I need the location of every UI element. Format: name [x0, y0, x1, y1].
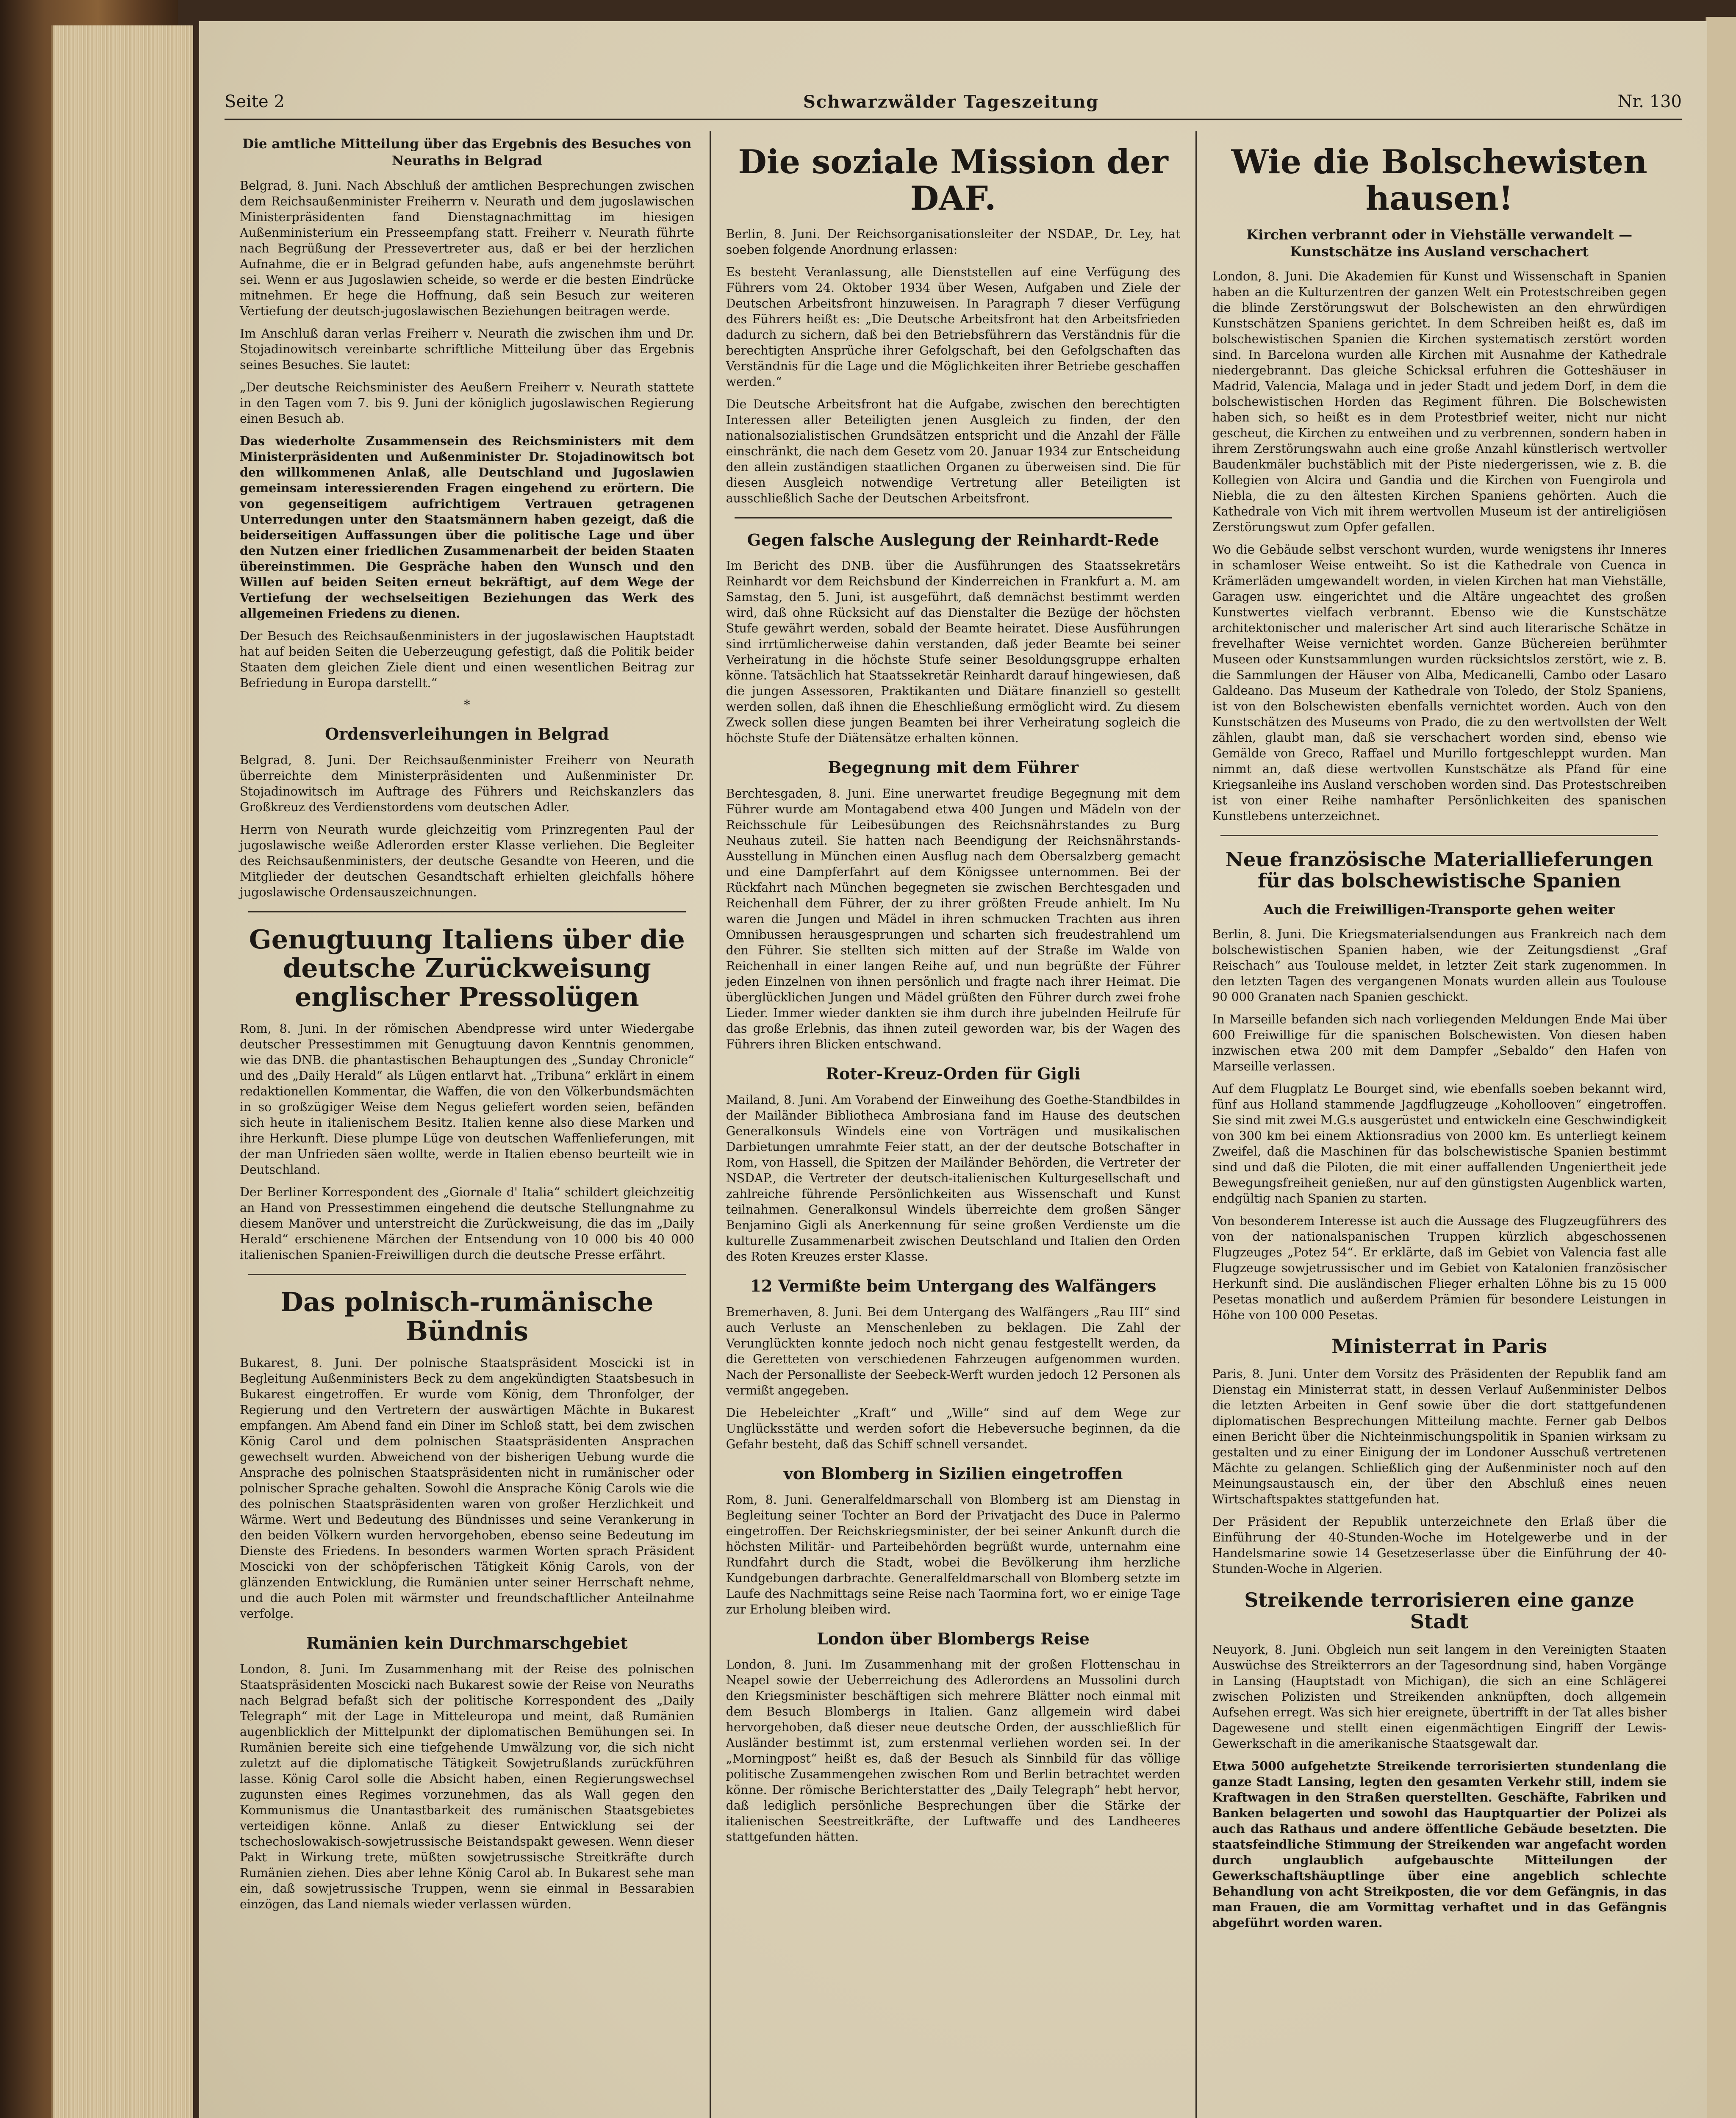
newspaper-title: Schwarzwälder Tageszeitung	[803, 91, 1099, 112]
headline-gigli: Roter-Kreuz-Orden für Gigli	[826, 1064, 1081, 1084]
issue-number: Nr. 130	[1617, 92, 1682, 111]
paragraph: Auf dem Flugplatz Le Bourget sind, wie ebenfalls soeben bekannt wird, fünf aus Holland stammende Jagdflugzeuge „Kohollooven“ eingetroffen. Sie sind mit zwei M.G.s ausgerüstet und entwickeln eine Geschwindigkeit von 300 km bei einem Aktionsradius von 2000 km. Es unterliegt keinem Zweifel, daß die Maschinen für das bolschewistische Spanien bestimmt sind und daß die Piloten, die mit einer auffallenden Ungeniertheit jede Bewegungsfreiheit genießen, nur auf den günstigsten Augenblick warten, endgültig nach Spanien zu starten.	[1212, 1081, 1667, 1206]
paragraph: Berlin, 8. Juni. Die Kriegsmaterialsendungen aus Frankreich nach dem bolschewistischen Spanien haben, wie der Zeitungsdienst „Graf Reischach“ aus Toulouse meldet, in letzter Zeit stark zugenommen. In den letzten Tagen des vergangenen Monats wurden allein aus Toulouse 90 000 Granaten nach Spanien geschickt.	[1212, 927, 1667, 1004]
paragraph: London, 8. Juni. Im Zusammenhang mit der großen Flottenschau in Neapel sowie der Ueberreichung des Adlerordens an Mussolini durch den Kriegsminister beschäftigen sich mehrere Blätter noch einmal mit dem Besuch Blombergs in Italien. Ganz allgemein wird dabei hervorgehoben, daß dieser neue deutsche Orden, der ausschließlich für Ausländer bestimmt ist, zum erstenmal verliehen worden sei. In der „Morningpost“ heißt es, daß der Besuch als Sinnbild für das völlige politische Zusammengehen zwischen Rom und Berlin betrachtet werden könne. Der römische Berichterstatter des „Daily Telegraph“ hebt hervor, daß lediglich persönliche Besprechungen über die Stärke der italienischen Seestreitkräfte, der Luftwaffe und des Landheeres stattgefunden hätten.	[726, 1658, 1181, 1844]
headline-soziale-mission: Die soziale Mission der DAF.	[738, 143, 1168, 218]
column-1	[225, 131, 711, 2118]
paragraph: Etwa 5000 aufgehetzte Streikende terrorisierten stundenlang die ganze Stadt Lansing, legten den gesamten Verkehr still, indem sie Kraftwagen in den Straßen querstellten. Geschäfte, Fabriken und Banken belagerten und sowohl das Hauptquartier der Polizei als auch das Rathaus und andere öffentliche Gebäude besetzten. Die staatsfeindliche Stimmung der Streikenden war angefacht worden durch unglaublich aufgebauschte Mitteilungen der Gewerkschaftshäuptlinge über eine angeblich schlechte Behandlung von acht Streikposten, die vor dem Gefängnis, in das man Frauen, die am Vormittag verhaftet und in das Gefängnis abgeführt worden waren.	[1212, 1758, 1667, 1930]
divider	[248, 1274, 686, 1275]
separator-star: *	[463, 698, 470, 712]
headline-genugtuung-italiens: Genugtuung Italiens über die deutsche Zurückweisung englischer Pressolügen	[249, 923, 685, 1013]
paragraph: Der Präsident der Republik unterzeichnete den Erlaß über die Einführung der 40-Stunden-Woche im Hotelgewerbe und in der Handelsmarine sowie 14 Gesetzeserlasse über die Einführung der 40-Stunden-Woche in Algerien.	[1212, 1515, 1667, 1576]
headline-ordensverleihungen: Ordensverleihungen in Belgrad	[325, 724, 609, 743]
subheadline-freiwillige: Auch die Freiwilligen-Transporte gehen weiter	[1263, 901, 1615, 918]
paragraph: Mailand, 8. Juni. Am Vorabend der Einweihung des Goethe-Standbildes in der Mailänder Bibliotheca Ambrosiana fand im Hause des deutschen Generalkonsuls Windels eine von Vorträgen und musikalischen Darbietungen umrahmte Feier statt, an der der deutsche Botschafter in Rom, von Hassell, die Spitzen der Mailänder Behörden, die Vertreter der NSDAP., die Vertreter der deutsch-italienischen Kulturgesellschaft und zahlreiche führende Persönlichkeiten aus Wissenschaft und Kunst teilnahmen. Generalkonsul Windels überreichte dem großen Sänger Benjamino Gigli als Anerkennung für seine großen Verdienste um die kulturelle Zusammenarbeit zwischen Deutschland und Italien den Orden des Roten Kreuzes erster Klasse.	[726, 1092, 1181, 1264]
paragraph: Der Besuch des Reichsaußenministers in der jugoslawischen Hauptstadt hat auf beiden Seiten die Ueberzeugung gefestigt, daß die Politik beider Staaten dem gleichen Ziele dient und einen wesentlichen Beitrag zur Befriedung in Europa darstellt.“	[240, 629, 694, 690]
newspaper-page	[199, 21, 1707, 2118]
paragraph: Die Deutsche Arbeitsfront hat die Aufgabe, zwischen den berechtigten Interessen aller Beteiligten jenen Ausgleich zu finden, der den nationalsozialistischen Grundsätzen entspricht und die Anzahl der Fälle einschränkt, die nach dem Gesetz vom 20. Januar 1934 zur Entscheidung den allein zuständigen staatlichen Organen zu überweisen sind. Die für diesen Ausgleich notwendige Vertretung aller Beteiligten ist ausschließlich Sache der Deutschen Arbeitsfront.	[726, 397, 1181, 505]
headline-neurath-belgrad: Die amtliche Mitteilung über das Ergebnis des Besuches von Neuraths in Belgrad	[242, 136, 692, 169]
paragraph: Im Bericht des DNB. über die Ausführungen des Staatssekretärs Reinhardt vor dem Reichsbund der Kinderreichen in Frankfurt a. M. am Samstag, den 5. Juni, ist ausgeführt, daß demnächst bestimmt werden wird, daß ohne Rücksicht auf das Dienstalter die Bezüge der höchsten Stufe gewährt werden, sobald der Beamte heiratet. Diese Ausführungen sind irrtümlicherweise dahin verstanden, daß jeder Beamte bei seiner Verheiratung in die höchste Stufe seiner Besoldungsgruppe erhalten könne. Tatsächlich hat Staatssekretär Reinhardt darauf hingewiesen, daß die jungen Assessoren, Praktikanten und Diätare finanziell so gestellt werden sollen, daß ihnen die Eheschließung ermöglicht wird. Zu diesem Zweck sollen diese jungen Beamten bei ihrer Verheiratung sogleich die höchste Stufe der Diätensätze erhalten können.	[726, 559, 1181, 746]
paragraph: Von besonderem Interesse ist auch die Aussage des Flugzeugführers des von der nationalspanischen Truppen kürzlich abgeschossenen Flugzeuges „Potez 54“. Er erklärte, daß im Gebiet von Valencia fast alle Flugzeuge sowjetrussischer und im Gebiet von Katalonien französischer Herkunft sind. Die ausländischen Flieger erhalten Löhne bis zu 15 000 Pesetas monatlich und außerdem Prämien für besondere Leistungen in Höhe von 100 000 Pesetas.	[1212, 1214, 1667, 1322]
headline-reinhardt-rede: Gegen falsche Auslegung der Reinhardt-Rede	[747, 530, 1159, 549]
headline-ministerrat: Ministerrat in Paris	[1331, 1334, 1547, 1358]
paragraph: Rom, 8. Juni. In der römischen Abendpresse wird unter Wiedergabe deutscher Pressestimmen mit Genugtuung davon Kenntnis genommen, wie das DNB. die phantastischen Behauptungen des „Sunday Chronicle“ und des „Daily Herald“ als Lügen entlarvt hat. „Tribuna“ erklärt in einem redaktionellen Kommentar, die Waffen, die von den Völkerbundsmächten in so großzügiger Weise dem Negus geliefert worden seien, befänden sich heute in italienischem Besitz. Italien kenne also diese Marken und ihre Herkunft. Diese plumpe Lüge von deutschen Waffenlieferungen, mit der man Unfrieden säen wollte, werde in Italien ebenso beurteilt wie in Deutschland.	[240, 1022, 694, 1177]
paragraph: Das wiederholte Zusammensein des Reichsministers mit dem Ministerpräsidenten und Außenminister Dr. Stojadinowitsch bot den willkommenen Anlaß, alle Deutschland und Jugoslawien gemeinsam interessierenden Fragen eingehend zu erörtern. Die von gegenseitigem aufrichtigem Vertrauen getragenen Unterredungen unter den Staatsmännern haben gezeigt, daß die beiderseitigen Auffassungen über die politische Lage und über den Nutzen einer friedlichen Zusammenarbeit der beiden Staaten übereinstimmen. Die Gespräche haben den Wunsch und den Willen auf beiden Seiten erneut bekräftigt, auf dem Wege der Vertiefung der wechselseitigen Beziehungen das Werk des allgemeinen Friedens zu dienen.	[240, 434, 694, 621]
article-columns	[225, 131, 1682, 2118]
paragraph: In Marseille befanden sich nach vorliegenden Meldungen Ende Mai über 600 Freiwillige für die spanischen Bolschewisten. Von diesen haben inzwischen etwa 200 mit dem Dampfer „Sebaldo“ den Hafen von Marseille verlassen.	[1212, 1012, 1667, 1073]
paragraph: Bukarest, 8. Juni. Der polnische Staatspräsident Moscicki ist in Begleitung Außenministers Beck zu dem angekündigten Staatsbesuch in Bukarest eingetroffen. Er wurde vom König, dem Thronfolger, der Regierung und den Vertretern der auswärtigen Mächte in Bukarest empfangen. Am Abend fand ein Diner im Schloß statt, bei dem zwischen König Carol und dem polnischen Staatspräsidenten Ansprachen gewechselt wurden. Abweichend von der bisherigen Uebung wurde die Ansprache des polnischen Staatspräsidenten nicht in rumänischer oder polnischer Sprache gehalten. Sowohl die Ansprache König Carols wie die des polnischen Staatspräsidenten waren von großer Herzlichkeit und Wärme. Wert und Bedeutung des Bündnisses und seine Verankerung in den beiden Völkern wurden hervorgehoben, ebenso seine Bedeutung im Dienste des Friedens. In besonders warmen Worten sprach Präsident Moscicki von der schöpferischen Tätigkeit König Carols, von der glänzenden Entwicklung, die Rumänien unter seiner Herrschaft nehme, und die auch Polen mit wärmster und freundschaftlicher Anteilnahme verfolge.	[240, 1356, 694, 1621]
headline-bolschewisten-hausen: Wie die Bolschewisten hausen!	[1231, 143, 1647, 218]
masthead	[225, 85, 1682, 120]
headline-streikende: Streikende terrorisieren eine ganze Stadt	[1244, 1588, 1635, 1633]
page-stack-edges	[51, 25, 193, 2118]
column-2	[711, 131, 1197, 2118]
headline-rumaenien-durchmarsch: Rumänien kein Durchmarschgebiet	[306, 1633, 628, 1652]
paragraph: Es besteht Veranlassung, alle Dienststellen auf eine Verfügung des Führers vom 24. Oktober 1934 über Wesen, Aufgaben und Ziele der Deutschen Arbeitsfront hinzuweisen. In Paragraph 7 dieser Verfügung des Führers heißt es: „Die Deutsche Arbeitsfront hat den Arbeitsfrieden dadurch zu sichern, daß bei den Betriebsführern das Verständnis für die berechtigten Ansprüche ihrer Gefolgschaft, bei den Gefolgschaften das Verständnis für die Lage und die Möglichkeiten ihrer Betriebe geschaffen werden.“	[726, 265, 1181, 389]
divider	[1220, 835, 1658, 836]
paragraph: Belgrad, 8. Juni. Nach Abschluß der amtlichen Besprechungen zwischen dem Reichsaußenminister Freiherrn v. Neurath und dem jugoslawischen Ministerpräsidenten fand Dienstagnachmittag im hiesigen Außenministerium ein Presseempfang statt. Freiherr v. Neurath führte nach Begrüßung der Pressevertreter aus, daß er bei der herzlichen Aufnahme, die er in Belgrad gefunden habe, aufs angenehmste berührt sei. Wenn er aus Jugoslawien scheide, so werde er die besten Eindrücke mitnehmen. Er hege die Hoffnung, daß sein Besuch zur weiteren Vertiefung der deutsch-jugoslawischen Beziehungen beitragen werde.	[240, 179, 694, 318]
column-3	[1197, 131, 1682, 2118]
paragraph: Wo die Gebäude selbst verschont wurden, wurde wenigstens ihr Inneres in schamloser Weise entweiht. So ist die Kathedrale von Cuenca in Krämerläden umgewandelt worden, in vielen Kirchen hat man Viehställe, Garagen usw. eingerichtet und die Altäre ungeachtet des großen Kunstwertes vielfach verbrannt. Ebenso wie die Kunstschätze architektonischer und malerischer Art sind auch literarische Schätze in frevelhafter Weise vernichtet worden. Ganze Büchereien berühmter Museen oder Kunstsammlungen wurden rücksichtslos zerstört, wie z. B. die Sammlungen der Häuser von Alba, Medicanelli, Cambo oder Lasaro Galdeano. Das Museum der Kathedrale von Toledo, der Stolz Spaniens, ist von den Bolschewisten ebenfalls vernichtet worden. Auch von den Kunstschätzen des Museums von Prado, die zu den wertvollsten der Welt zählen, glaubt man, daß sie verschachert worden sind, ebenso wie Gemälde von Greco, Raffael und Murillo fortgeschleppt wurden. Man nimmt an, daß diese wertvollen Kunstschätze als Pfand für eine Kriegsanleihe ins Ausland verschoben worden sind. Das Protestschreiben ist von einer Reihe namhafter Persönlichkeiten des spanischen Kunstlebens unterzeichnet.	[1212, 542, 1667, 823]
paragraph: Bremerhaven, 8. Juni. Bei dem Untergang des Walfängers „Rau III“ sind auch Verluste an Menschenleben zu beklagen. Die Zahl der Verunglückten konnte jedoch noch nicht genau festgestellt werden, da die Geretteten von verschiedenen Fahrzeugen aufgenommen wurden. Nach der Personalliste der Seebeck-Werft wurden jedoch 12 Personen als vermißt angegeben.	[726, 1305, 1181, 1397]
page-label: Seite 2	[225, 92, 285, 111]
paragraph: Rom, 8. Juni. Generalfeldmarschall von Blomberg ist am Dienstag in Begleitung seiner Tochter an Bord der Privatjacht des Duce in Palermo eingetroffen. Der Reichskriegsminister, der bei seiner Ankunft durch die höchsten Militär- und Parteibehörden begrüßt wurde, unternahm eine Rundfahrt durch die Stadt, wobei die Bevölkerung ihm herzliche Kundgebungen darbrachte. Generalfeldmarschall von Blomberg setzte im Laufe des Nachmittags seine Reise nach Taormina fort, wo er einige Tage zur Erholung bleiben wird.	[726, 1492, 1181, 1616]
divider	[735, 517, 1172, 518]
paragraph: Berlin, 8. Juni. Der Reichsorganisationsleiter der NSDAP., Dr. Ley, hat soeben folgende Anordnung erlassen:	[726, 227, 1181, 257]
divider	[248, 911, 686, 912]
paragraph: Paris, 8. Juni. Unter dem Vorsitz des Präsidenten der Republik fand am Dienstag ein Ministerrat statt, in dessen Verlauf Außenminister Delbos die letzten Arbeiten in Genf sowie über die dort stattgefundenen diplomatischen Besprechungen Mitteilung machte. Ferner gab Delbos einen Bericht über die Nichteinmischungspolitik in Spanien wirksam zu gestalten und zu einer Einigung der im Londoner Ausschuß vertretenen Mächte zu gelangen. Schließlich ging der Außenminister noch auf den Meinungsaustausch ein, der über den Abschluß eines neuen Wirtschaftspaktes stattgefunden hat.	[1212, 1367, 1667, 1507]
paragraph: Berchtesgaden, 8. Juni. Eine unerwartet freudige Begegnung mit dem Führer wurde am Montagabend etwa 400 Jungen und Mädeln von der Reichsschule für Leibesübungen des Reichsnährstandes zu Burg Neuhaus zuteil. Sie hatten nach Beendigung der Reichsnährstands-Ausstellung in München einen Ausflug nach dem Obersalzberg gemacht und eine Dampferfahrt auf dem Königssee unternommen. Bei der Rückfahrt nach München begegneten sie zwischen Berchtesgaden und Reichenhall dem Führer, der zu ihrer größten Freude anhielt. Im Nu waren die Jungen und Mädel in ihren schmucken Trachten aus ihren Omnibussen herausgesprungen und scharten sich freudestrahlend um den Führer. Sie stellten sich mitten auf der Straße im Walde von Reichenhall in einer langen Reihe auf, und nun begrüßte der Führer jeden Einzelnen von ihnen persönlich und fragte nach ihrer Heimat. Die überglücklichen Jungen und Mädel grüßten den Führer durch zwei frohe Lieder. Immer wieder dankten sie ihm durch ihre jubelnden Heilrufe für das große Erlebnis, das ihnen zuteil geworden war, bis der Wagen des Führers ihren Blicken entschwand.	[726, 787, 1181, 1052]
paragraph: London, 8. Juni. Im Zusammenhang mit der Reise des polnischen Staatspräsidenten Moscicki nach Bukarest sowie der Reise von Neuraths nach Belgrad befaßt sich der politische Korrespondent des „Daily Telegraph“ mit der Lage in Mitteleuropa und meint, daß Rumänien augenblicklich der Mittelpunkt der diplomatischen Bemühungen sei. In Rumänien bereite sich eine tiefgehende Umwälzung vor, die sich nicht zuletzt auf die diplomatische Tätigkeit Sowjetrußlands zurückführen lasse. König Carol solle die Absicht haben, einen Regierungswechsel zugunsten eines Regimes vorzunehmen, das als Wall gegen den Kommunismus die Unantastbarkeit des rumänischen Staatsgebietes verteidigen könne. Anlaß zu dieser Entwicklung sei der tschechoslowakisch-sowjetrussische Beistandspakt gewesen. Wenn dieser Pakt in Wirkung trete, müßten sowjetrussische Streitkräfte durch Rumänien ziehen. Dies aber lehne König Carol ab. In Bukarest sehe man ein, daß sowjetrussische Truppen, wenn sie einmal in Bessarabien einzögen, das Land niemals wieder verlassen würden.	[240, 1662, 694, 1911]
paragraph: Der Berliner Korrespondent des „Giornale d' Italia“ schildert gleichzeitig an Hand von Pressestimmen eingehend die deutsche Stellungnahme zu diesem Manöver und unterstreicht die Zurückweisung, die das im „Daily Herald“ erschienene Märchen der Entsendung von 10 000 bis 40 000 italienischen Spanien-Freiwilligen durch die deutsche Presse erfährt.	[240, 1185, 694, 1262]
paragraph: Im Anschluß daran verlas Freiherr v. Neurath die zwischen ihm und Dr. Stojadinowitsch vereinbarte schriftliche Mitteilung über das Ergebnis seines Besuches. Sie lautet:	[240, 327, 694, 372]
subheadline-kirchen: Kirchen verbrannt oder in Viehställe verwandelt — Kunstschätze ins Ausland verschachert	[1246, 226, 1633, 260]
paragraph: Herrn von Neurath wurde gleichzeitig vom Prinzregenten Paul der jugoslawische weiße Adlerorden erster Klasse verliehen. Die Begleiter des Reichsaußenministers, der deutsche Gesandte von Heeren, und die Mitglieder der deutschen Gesandtschaft erhielten gleichfalls höhere jugoslawische Ordensauszeichnungen.	[240, 822, 694, 899]
next-page-edge	[1705, 17, 1736, 2118]
headline-materiallieferungen: Neue französische Materiallieferungen für das bolschewistische Spanien	[1225, 848, 1653, 893]
headline-polnisch-rumaenisch: Das polnisch-rumänische Bündnis	[280, 1286, 654, 1347]
headline-begegnung-fuehrer: Begegnung mit dem Führer	[828, 758, 1079, 777]
paragraph: London, 8. Juni. Die Akademien für Kunst und Wissenschaft in Spanien haben an die Kulturzentren der ganzen Welt ein Protestschreiben gegen die blinde Zerstörungswut der Bolschewisten an den ehrwürdigen Kunstschätzen Spaniens gerichtet. In dem Schreiben heißt es, daß im bolschewistischen Spanien die Kirchen systematisch zerstört worden sind. In Barcelona wurden alle Kirchen mit Ausnahme der Kathedrale niedergebrannt. Das gleiche Schicksal erfuhren die Gotteshäuser in Madrid, Valencia, Malaga und in jeder Stadt und jedem Dorf, in dem die bolschewistischen Horden das Regiment führen. Die Bolschewisten haben sich, so heißt es in dem Protestbrief weiter, nicht nur nicht gescheut, die Kirchen zu entweihen und zu verbrennen, sondern haben in ihrem Zerstörungswahn auch eine große Anzahl künstlerisch wertvoller Baudenkmäler buchstäblich mit der Piste niedergerissen, wie z. B. die Kollegien von Alcira und Gandia und die Kirchen von Fuengirola und Niebla, die zu den ältesten Kirchen Spaniens gehörten. Auch die Kathedrale von Vich mit ihrem wertvollen Museum ist der antireligiösen Zerstörungswut zum Opfer gefallen.	[1212, 269, 1667, 534]
paragraph: „Der deutsche Reichsminister des Aeußern Freiherr v. Neurath stattete in den Tagen vom 7. bis 9. Juni der königlich jugoslawischen Regierung einen Besuch ab.	[240, 380, 694, 426]
paragraph: Neuyork, 8. Juni. Obgleich nun seit langem in den Vereinigten Staaten Auswüchse des Streikterrors an der Tagesordnung sind, haben Vorgänge in Lansing (Hauptstadt von Michigan), die sich an eine Schlägerei zwischen Polizisten und Streikenden anknüpften, doch allgemein Aufsehen erregt. Was sich hier ereignete, übertrifft in der Tat alles bisher Dagewesene und stellt einen eigenmächtigen Eingriff der Lewis-Gewerkschaft in die amerikanische Staatsgewalt dar.	[1212, 1642, 1667, 1751]
paragraph: Belgrad, 8. Juni. Der Reichsaußenminister Freiherr von Neurath überreichte dem Ministerpräsidenten und Außenminister Dr. Stojadinowitsch im Auftrage des Führers und Reichskanzlers das Großkreuz des Verdienstordens vom deutschen Adler.	[240, 753, 694, 814]
paragraph: Die Hebeleichter „Kraft“ und „Wille“ sind auf dem Wege zur Unglücksstätte und werden sofort die Hebeversuche beginnen, da die Gefahr besteht, daß das Schiff schnell versandet.	[726, 1406, 1181, 1451]
headline-blomberg-sizilien: von Blomberg in Sizilien eingetroffen	[783, 1464, 1123, 1483]
headline-walfaenger: 12 Vermißte beim Untergang des Walfängers	[750, 1276, 1156, 1295]
headline-london-blomberg: London über Blombergs Reise	[817, 1629, 1090, 1648]
